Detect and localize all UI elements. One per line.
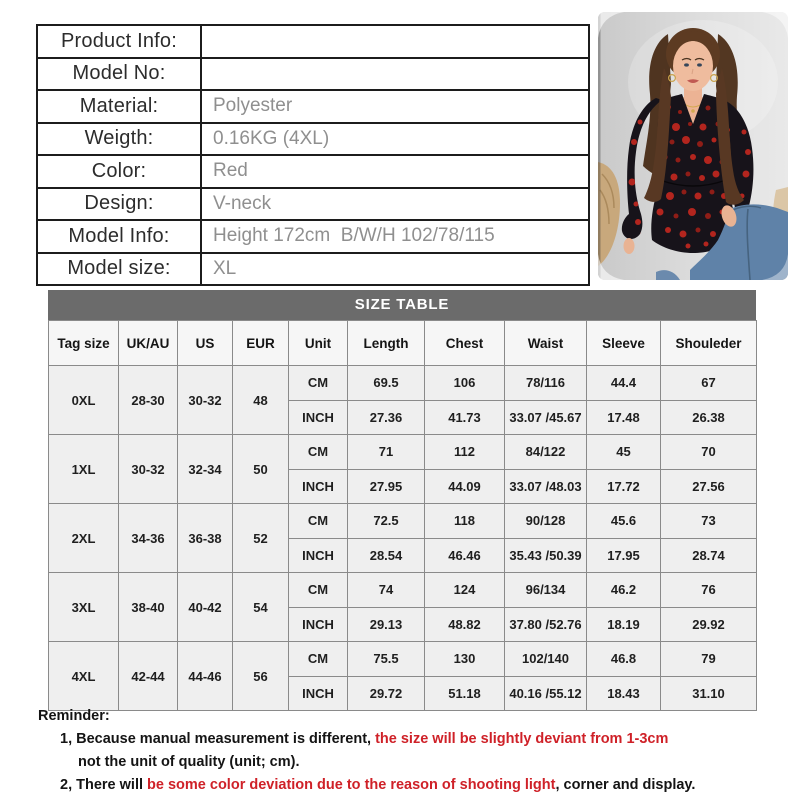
info-row [37,58,589,91]
reminder-heading: Reminder: [38,708,110,724]
cell-sleeve: 44.4 [587,366,661,401]
col-header-chest: Chest [425,321,505,366]
info-row [37,188,589,221]
cell-uk-au: 42-44 [119,642,178,711]
cell-chest: 130 [425,642,505,677]
col-header-tag-size: Tag size [49,321,119,366]
cell-unit: CM [289,573,348,608]
cell-length: 27.36 [348,400,425,435]
info-value: Polyester [201,90,589,123]
col-header-eur: EUR [233,321,289,366]
reminder-section [38,705,782,797]
cell-shoulder: 27.56 [661,469,757,504]
size-header-row [49,321,757,366]
col-header-sleeve: Sleeve [587,321,661,366]
cell-unit: INCH [289,400,348,435]
cell-chest: 41.73 [425,400,505,435]
info-label: Model size: [37,253,201,286]
cell-sleeve: 45.6 [587,504,661,539]
cell-waist: 96/134 [505,573,587,608]
info-label: Material: [37,90,201,123]
cell-waist: 33.07 /48.03 [505,469,587,504]
cell-eur: 56 [233,642,289,711]
info-value: Red [201,155,589,188]
model-eye-right [697,63,702,66]
cell-length: 29.13 [348,607,425,642]
info-label: Design: [37,188,201,221]
info-value [201,25,589,58]
info-label: Model No: [37,58,201,91]
cell-uk-au: 28-30 [119,366,178,435]
cell-unit: CM [289,435,348,470]
size-row-cm [49,504,757,539]
cell-sleeve: 18.19 [587,607,661,642]
info-row [37,220,589,253]
cell-tag-size: 0XL [49,366,119,435]
cell-tag-size: 4XL [49,642,119,711]
cell-chest: 124 [425,573,505,608]
reminder-line1-highlight: the size will be slightly deviant from 1-3cm [375,731,669,747]
cell-us: 30-32 [178,366,233,435]
size-row-cm [49,573,757,608]
cell-chest: 46.46 [425,538,505,573]
cell-waist: 102/140 [505,642,587,677]
cell-waist: 90/128 [505,504,587,539]
model-eye-left [684,63,689,66]
col-header-shoulder: Shouleder [661,321,757,366]
cell-sleeve: 17.95 [587,538,661,573]
cell-eur: 54 [233,573,289,642]
cell-length: 29.72 [348,676,425,711]
cell-chest: 118 [425,504,505,539]
cell-waist: 40.16 /55.12 [505,676,587,711]
cell-shoulder: 79 [661,642,757,677]
size-table-title: SIZE TABLE [48,290,756,320]
cell-tag-size: 1XL [49,435,119,504]
cell-uk-au: 30-32 [119,435,178,504]
cell-chest: 44.09 [425,469,505,504]
info-label: Product Info: [37,25,201,58]
reminder-line1-text: 1, Because manual measurement is different, [60,731,376,747]
cell-sleeve: 45 [587,435,661,470]
col-header-waist: Waist [505,321,587,366]
cell-unit: INCH [289,607,348,642]
cell-eur: 48 [233,366,289,435]
info-value: 0.16KG (4XL) [201,123,589,156]
model-hand-left [624,238,635,254]
info-row [37,25,589,58]
info-row [37,123,589,156]
info-value: Height 172cm B/W/H 102/78/115 [201,220,589,253]
cell-sleeve: 17.72 [587,469,661,504]
info-label: Color: [37,155,201,188]
cell-eur: 52 [233,504,289,573]
cell-shoulder: 70 [661,435,757,470]
cell-unit: CM [289,366,348,401]
info-row [37,155,589,188]
cell-length: 71 [348,435,425,470]
cell-unit: INCH [289,676,348,711]
cell-waist: 35.43 /50.39 [505,538,587,573]
info-value: V-neck [201,188,589,221]
info-label: Weigth: [37,123,201,156]
cell-eur: 50 [233,435,289,504]
cell-sleeve: 46.2 [587,573,661,608]
info-row [37,253,589,286]
cell-waist: 37.80 /52.76 [505,607,587,642]
reminder-line3-text-end: , corner and display. [555,777,696,793]
cell-unit: INCH [289,469,348,504]
cell-chest: 51.18 [425,676,505,711]
col-header-length: Length [348,321,425,366]
cell-shoulder: 31.10 [661,676,757,711]
cell-us: 36-38 [178,504,233,573]
cell-shoulder: 73 [661,504,757,539]
cell-length: 74 [348,573,425,608]
cell-unit: CM [289,642,348,677]
cell-chest: 48.82 [425,607,505,642]
cell-shoulder: 28.74 [661,538,757,573]
reminder-line3-text-start: 2, There will [60,777,148,793]
reminder-line-3 [38,774,782,797]
cell-shoulder: 76 [661,573,757,608]
cell-shoulder: 29.92 [661,607,757,642]
cell-tag-size: 3XL [49,573,119,642]
info-label: Model Info: [37,220,201,253]
cell-sleeve: 46.8 [587,642,661,677]
model-photo-illustration [598,12,788,280]
size-row-cm [49,366,757,401]
info-value: XL [201,253,589,286]
cell-shoulder: 26.38 [661,400,757,435]
cell-chest: 112 [425,435,505,470]
size-row-cm [49,435,757,470]
cell-waist: 84/122 [505,435,587,470]
reminder-line-1 [38,728,782,751]
cell-us: 40-42 [178,573,233,642]
size-row-cm [49,642,757,677]
cell-tag-size: 2XL [49,504,119,573]
cell-unit: CM [289,504,348,539]
col-header-unit: Unit [289,321,348,366]
cell-length: 69.5 [348,366,425,401]
size-table [48,320,757,711]
reminder-line-2: not the unit of quality (unit; cm). [78,754,300,770]
cell-length: 75.5 [348,642,425,677]
cell-uk-au: 34-36 [119,504,178,573]
cell-chest: 106 [425,366,505,401]
cell-us: 44-46 [178,642,233,711]
cell-us: 32-34 [178,435,233,504]
product-photo [598,12,788,280]
col-header-us: US [178,321,233,366]
cell-waist: 78/116 [505,366,587,401]
cell-sleeve: 17.48 [587,400,661,435]
size-table-section [48,290,756,711]
info-row [37,90,589,123]
col-header-uk-au: UK/AU [119,321,178,366]
model-face [673,41,713,91]
cell-uk-au: 38-40 [119,573,178,642]
cell-length: 27.95 [348,469,425,504]
info-value [201,58,589,91]
cell-waist: 33.07 /45.67 [505,400,587,435]
reminder-line3-highlight: be some color deviation due to the reason of shooting light [147,777,556,793]
cell-sleeve: 18.43 [587,676,661,711]
cell-unit: INCH [289,538,348,573]
product-info-table [36,24,590,286]
cell-shoulder: 67 [661,366,757,401]
cell-length: 28.54 [348,538,425,573]
cell-length: 72.5 [348,504,425,539]
